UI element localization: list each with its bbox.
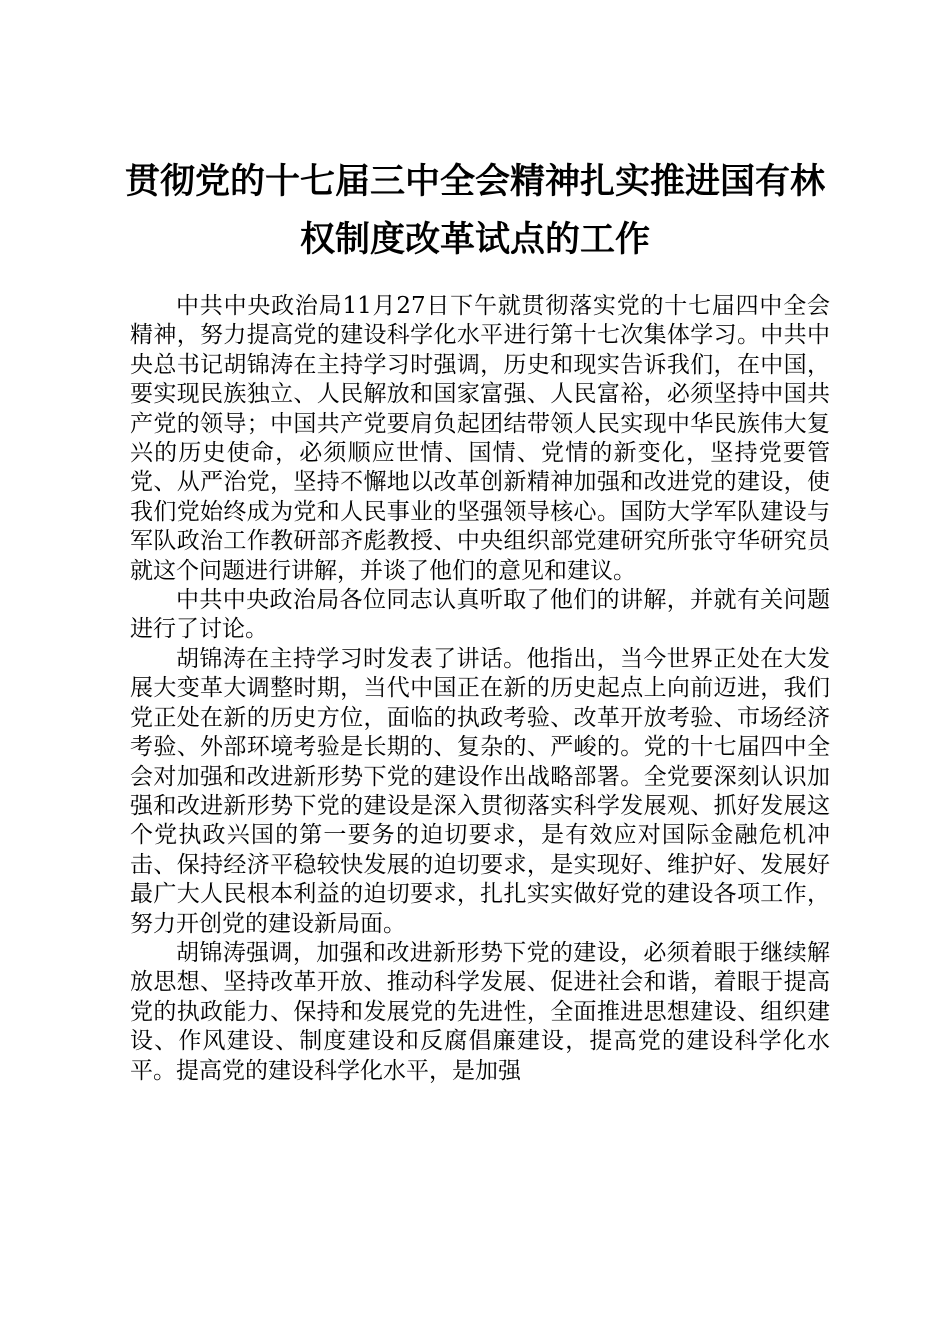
body-paragraph-2: 中共中央政治局各位同志认真听取了他们的讲解，并就有关问题进行了讨论。 (130, 587, 830, 643)
body-paragraph-1: 中共中央政治局11月27日下午就贯彻落实党的十七届四中全会精神，努力提高党的建设科学化水平进行第十七次集体学习。中共中央总书记胡锦涛在主持学习时强调，历史和现实告诉我们，在中国，要实现民族独立、人民解放和国家富强、人民富裕，必须坚持中国共产党的领导；中国共产党要肩负起团结带领人民实现中华民族伟大复兴的历史使命，必须顺应世情、国情、党情的新变化，坚持党要管党、从严治党，坚持不懈地以改革创新精神加强和改进党的建设，使我们党始终成为党和人民事业的坚强领导核心。国防大学军队建设与军队政治工作教研部齐彪教授、中央组织部党建研究所张守华研究员就这个问题进行讲解，并谈了他们的意见和建议。 (130, 293, 830, 584)
document-body (130, 292, 830, 1086)
body-paragraph-4: 胡锦涛强调，加强和改进新形势下党的建设，必须着眼于继续解放思想、坚持改革开放、推动科学发展、促进社会和谐，着眼于提高党的执政能力、保持和发展党的先进性，全面推进思想建设、组织建设、作风建设、制度建设和反腐倡廉建设，提高党的建设科学化水平。提高党的建设科学化水平，是加强 (130, 939, 830, 1084)
document-title-line-2: 权制度改革试点的工作 (299, 219, 650, 260)
body-paragraph-3: 胡锦涛在主持学习时发表了讲话。他指出，当今世界正处在大发展大变革大调整时期，当代中国正在新的历史起点上向前迈进，我们党正处在新的历史方位，面临的执政考验、改革开放考验、市场经济考验、外部环境考验是长期的、复杂的、严峻的。党的十七届四中全会对加强和改进新形势下党的建设作出战略部署。全党要深刻认识加强和改进新形势下党的建设是深入贯彻落实科学发展观、抓好发展这个党执政兴国的第一要务的迫切要求，是有效应对国际金融危机冲击、保持经济平稳较快发展的迫切要求，是实现好、维护好、发展好最广大人民根本利益的迫切要求，扎扎实实做好党的建设各项工作，努力开创党的建设新局面。 (130, 645, 830, 937)
document-title-line-1: 贯彻党的十七届三中全会精神扎实推进国有林 (124, 161, 825, 202)
